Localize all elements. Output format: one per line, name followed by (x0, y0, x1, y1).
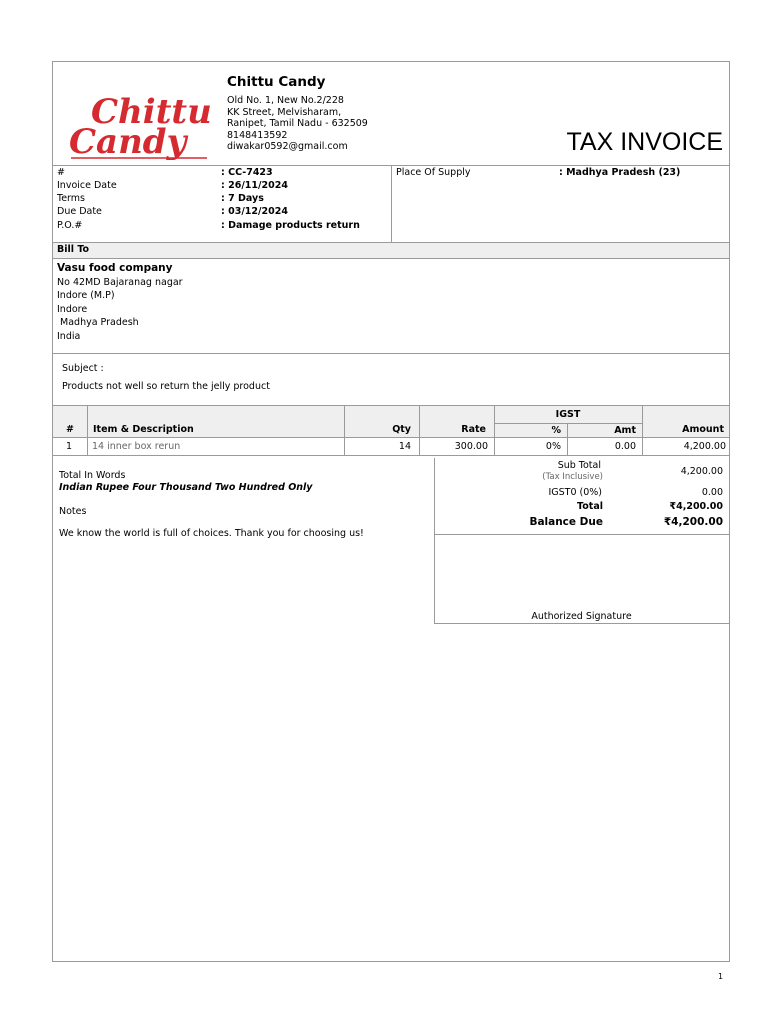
col-header-rate: Rate (461, 424, 486, 435)
divider (53, 455, 729, 456)
invoice-number-value: : CC-7423 (221, 167, 273, 178)
divider (53, 437, 729, 438)
bill-to-line-2: Indore (M.P) (57, 290, 115, 301)
bill-to-line-4: Madhya Pradesh (57, 317, 139, 328)
due-date-label: Due Date (57, 206, 102, 217)
col-header-number: # (66, 424, 74, 435)
subject-text: Products not well so return the jelly product (62, 381, 270, 392)
sub-total-label: Sub Total (557, 460, 601, 471)
address-line-3: Ranipet, Tamil Nadu - 632509 (227, 118, 368, 129)
company-logo (67, 78, 212, 160)
divider (53, 353, 729, 354)
address-line-2: KK Street, Melvisharam, (227, 107, 342, 118)
po-value: : Damage products return (221, 220, 360, 231)
row-item-description: 14 inner box rerun (92, 441, 181, 452)
document-title: TAX INVOICE (566, 128, 723, 156)
row-igst-percent: 0% (545, 441, 561, 452)
subject-label: Subject : (62, 363, 104, 374)
total-in-words-value: Indian Rupee Four Thousand Two Hundred Only (59, 482, 313, 493)
row-qty: 14 (398, 441, 411, 452)
logo-text-line-2: Candy (69, 122, 187, 160)
divider (391, 165, 392, 242)
divider (434, 623, 729, 624)
page-number: 1 (718, 972, 724, 981)
col-header-amount: Amount (682, 424, 724, 435)
address-line-1: Old No. 1, New No.2/228 (227, 95, 344, 106)
logo-text-line-1: Chittu (91, 92, 212, 132)
col-header-qty: Qty (392, 424, 411, 435)
col-header-igst: IGST (555, 409, 581, 420)
bill-to-line-5: India (57, 331, 81, 342)
place-of-supply-label: Place Of Supply (396, 167, 471, 178)
invoice-date-label: Invoice Date (57, 180, 117, 191)
divider (434, 534, 729, 535)
col-header-item: Item & Description (93, 424, 194, 435)
terms-value: : 7 Days (221, 193, 264, 204)
igst-label: IGST0 (0%) (548, 487, 602, 498)
divider (87, 405, 88, 455)
total-label: Total (577, 501, 603, 512)
notes-text: We know the world is full of choices. Thank you for choosing us! (59, 528, 364, 539)
place-of-supply-value: : Madhya Pradesh (23) (559, 167, 681, 178)
divider (53, 405, 729, 406)
row-rate: 300.00 (454, 441, 488, 452)
balance-due-value: ₹4,200.00 (663, 516, 723, 528)
authorized-signature-label: Authorized Signature (531, 611, 632, 622)
bill-to-line-3: Indore (57, 304, 88, 315)
invoice-date-value: : 26/11/2024 (221, 180, 288, 191)
row-number: 1 (66, 441, 73, 452)
bill-to-line-1: No 42MD Bajaranag nagar (57, 277, 183, 288)
invoice-sheet (52, 61, 730, 962)
balance-due-label: Balance Due (529, 516, 603, 528)
bill-to-name: Vasu food company (57, 262, 173, 274)
bill-to-bar (53, 242, 729, 259)
igst-value: 0.00 (701, 487, 723, 498)
divider (434, 458, 435, 624)
company-name: Chittu Candy (227, 74, 326, 90)
sub-total-value: 4,200.00 (680, 466, 723, 477)
company-phone: 8148413592 (227, 130, 288, 141)
row-igst-amt: 0.00 (614, 441, 636, 452)
notes-label: Notes (59, 506, 87, 517)
total-value: ₹4,200.00 (669, 501, 723, 512)
invoice-number-label: # (57, 167, 65, 178)
bill-to-heading: Bill To (57, 244, 90, 255)
row-amount: 4,200.00 (683, 441, 726, 452)
divider (494, 423, 642, 424)
tax-inclusive-label: (Tax Inclusive) (542, 472, 603, 482)
due-date-value: : 03/12/2024 (221, 206, 288, 217)
company-email: diwakar0592@gmail.com (227, 141, 348, 152)
total-in-words-label: Total In Words (59, 470, 126, 481)
terms-label: Terms (57, 193, 85, 204)
col-header-igst-amt: Amt (614, 425, 636, 436)
col-header-igst-percent: % (551, 425, 561, 436)
po-label: P.O.# (57, 220, 83, 231)
